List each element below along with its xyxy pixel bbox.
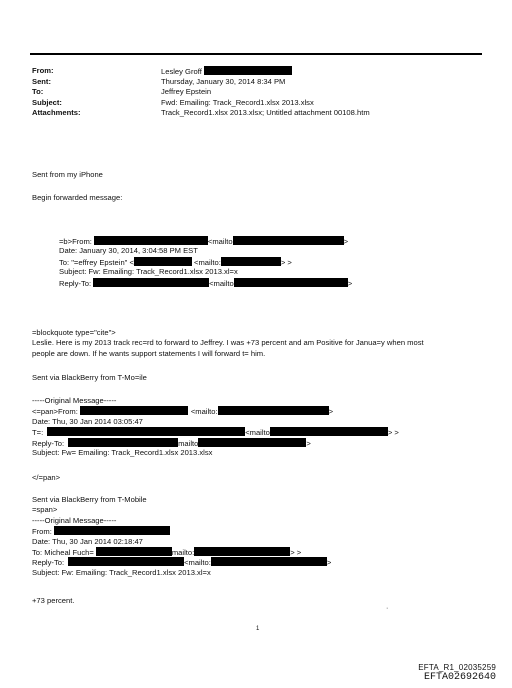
bates-number-2: EFTA02692640: [423, 672, 496, 683]
orig1-subject: Subject: Fw= Emailing: Track_Record1.xlsx 2013.xlsx: [32, 447, 213, 457]
fwd1-from: =b>From:: [59, 237, 92, 246]
redaction: [134, 257, 192, 266]
orig1-to-mailto: <mailto: [245, 428, 270, 438]
orig1-reply-line: [32, 438, 399, 448]
redaction: [47, 427, 245, 436]
redaction: [194, 547, 290, 556]
orig2-to-line: [32, 547, 331, 557]
to-value: Jeffrey Epstein: [161, 87, 212, 97]
sent-blackberry-2: Sent via BlackBerry from T-Mobile: [32, 495, 147, 504]
closing-line: +73 percent.: [32, 596, 75, 605]
orig1-header: -----Original Message-----: [32, 396, 117, 405]
angle-bracket: >: [343, 237, 349, 246]
angle-bracket: >: [328, 407, 334, 417]
orig2-from: From:: [32, 527, 52, 537]
to-label: To:: [32, 87, 44, 97]
redaction: [218, 406, 329, 415]
fwd1-date: Date: January 30, 2014, 3:04:58 PM EST: [59, 246, 198, 256]
from-name: Lesley Groff: [161, 67, 202, 76]
orig1-from-mailto: <mailto:: [190, 407, 218, 417]
angle-bracket: >: [306, 438, 311, 448]
page-number: 1: [256, 626, 260, 632]
redaction: [233, 236, 344, 245]
orig2-date: Date: Thu, 30 Jan 2014 02:18:47: [32, 536, 143, 546]
header-rule: [30, 53, 482, 55]
fwd1-to-mailto: <mailto:: [194, 257, 221, 267]
forwarded-block-1: [59, 236, 352, 288]
fwd1-to-line: [59, 257, 352, 267]
orig1-from-line: [32, 406, 399, 416]
redaction: [270, 427, 388, 436]
orig1-from: <=pan>From:: [32, 407, 78, 417]
orig2-to: To: Micheal Fuch=: [32, 547, 94, 557]
close-pan: </=pan>: [32, 473, 61, 482]
redaction: [234, 278, 348, 287]
redaction: [93, 278, 209, 287]
angle-bracket: >: [326, 558, 332, 568]
orig2-reply-line: [32, 557, 331, 567]
redaction: [80, 406, 188, 415]
orig1-date: Date: Thu, 30 Jan 2014 03:05:47: [32, 416, 143, 426]
sent-label: Sent:: [32, 76, 51, 86]
redaction: [94, 236, 208, 245]
orig2-reply-to: Reply-To:: [32, 558, 65, 568]
email-header: [32, 66, 370, 119]
subject-value: Fwd: Emailing: Track_Record1.xlsx 2013.xlsx: [161, 97, 314, 107]
attachments-label: Attachments:: [32, 108, 81, 118]
angle-bracket: >: [347, 278, 353, 288]
bates-number-1: EFTA_R1_02035259: [418, 663, 496, 672]
orig1-reply-to: Reply-To:: [32, 438, 65, 448]
orig2-reply-mailto: <mailto:: [184, 558, 211, 568]
attachments-value: Track_Record1.xlsx 2013.xlsx; Untitled attachment 00108.htm: [161, 108, 370, 118]
orig1-to-line: [32, 427, 399, 437]
angle-bracket: > >: [387, 428, 399, 438]
blockquote-marker: =blockquote type="cite">: [32, 328, 116, 337]
orig2-to-mailto: mailto:: [171, 547, 195, 557]
sent-blackberry-1: Sent via BlackBerry from T-Mo=ile: [32, 373, 147, 382]
subject-label: Subject:: [32, 97, 62, 107]
stray-mark: ·: [386, 605, 389, 612]
orig2-from-line: [32, 526, 331, 536]
redaction: [54, 526, 170, 535]
fwd1-subject: Subject: Fw: Emailing: Track_Record1.xlsx 2013.xl=x: [59, 267, 238, 277]
angle-bracket: > >: [290, 547, 302, 557]
message-body: [32, 328, 424, 359]
sent-value: Thursday, January 30, 2014 8:34 PM: [161, 76, 286, 86]
orig1-to: T=:: [32, 428, 44, 438]
fwd1-from-line: [59, 236, 352, 246]
angle-bracket: > >: [280, 257, 292, 267]
sent-from-iphone: Sent from my iPhone: [32, 170, 103, 179]
orig2-subject: Subject: Fw: Emailing: Track_Record1.xlsx 2013.xl=x: [32, 567, 211, 577]
span-marker: =span>: [32, 505, 58, 515]
redaction: [68, 557, 184, 566]
original-message-2: [32, 495, 331, 578]
orig1-reply-mailto: mailto: [178, 438, 199, 448]
redaction: [68, 438, 178, 447]
fwd1-reply-line: [59, 278, 352, 288]
fwd1-to: To: "=effrey Epstein" <: [59, 257, 134, 267]
fwd1-reply-mailto: <mailto: [209, 278, 234, 288]
fwd1-reply-to: Reply-To:: [59, 278, 92, 288]
leslie-line-2: people are down. If he wants support statements I will forward t= him.: [32, 348, 266, 358]
leslie-line-1: Leslie. Here is my 2013 track rec=rd to forward to Jeffrey. I was +73 percent and am Positive for Janua=y when most: [32, 338, 424, 348]
orig2-header: -----Original Message-----: [32, 515, 117, 525]
redaction: [221, 257, 281, 266]
original-message-1: [32, 396, 399, 458]
fwd1-from-mailto: <mailto: [207, 237, 233, 246]
redaction: [96, 547, 172, 556]
from-value: [161, 66, 292, 77]
redaction: [204, 66, 292, 75]
redaction: [211, 557, 327, 566]
redaction: [198, 438, 306, 447]
from-label: From:: [32, 66, 54, 75]
begin-forwarded: Begin forwarded message:: [32, 193, 123, 202]
